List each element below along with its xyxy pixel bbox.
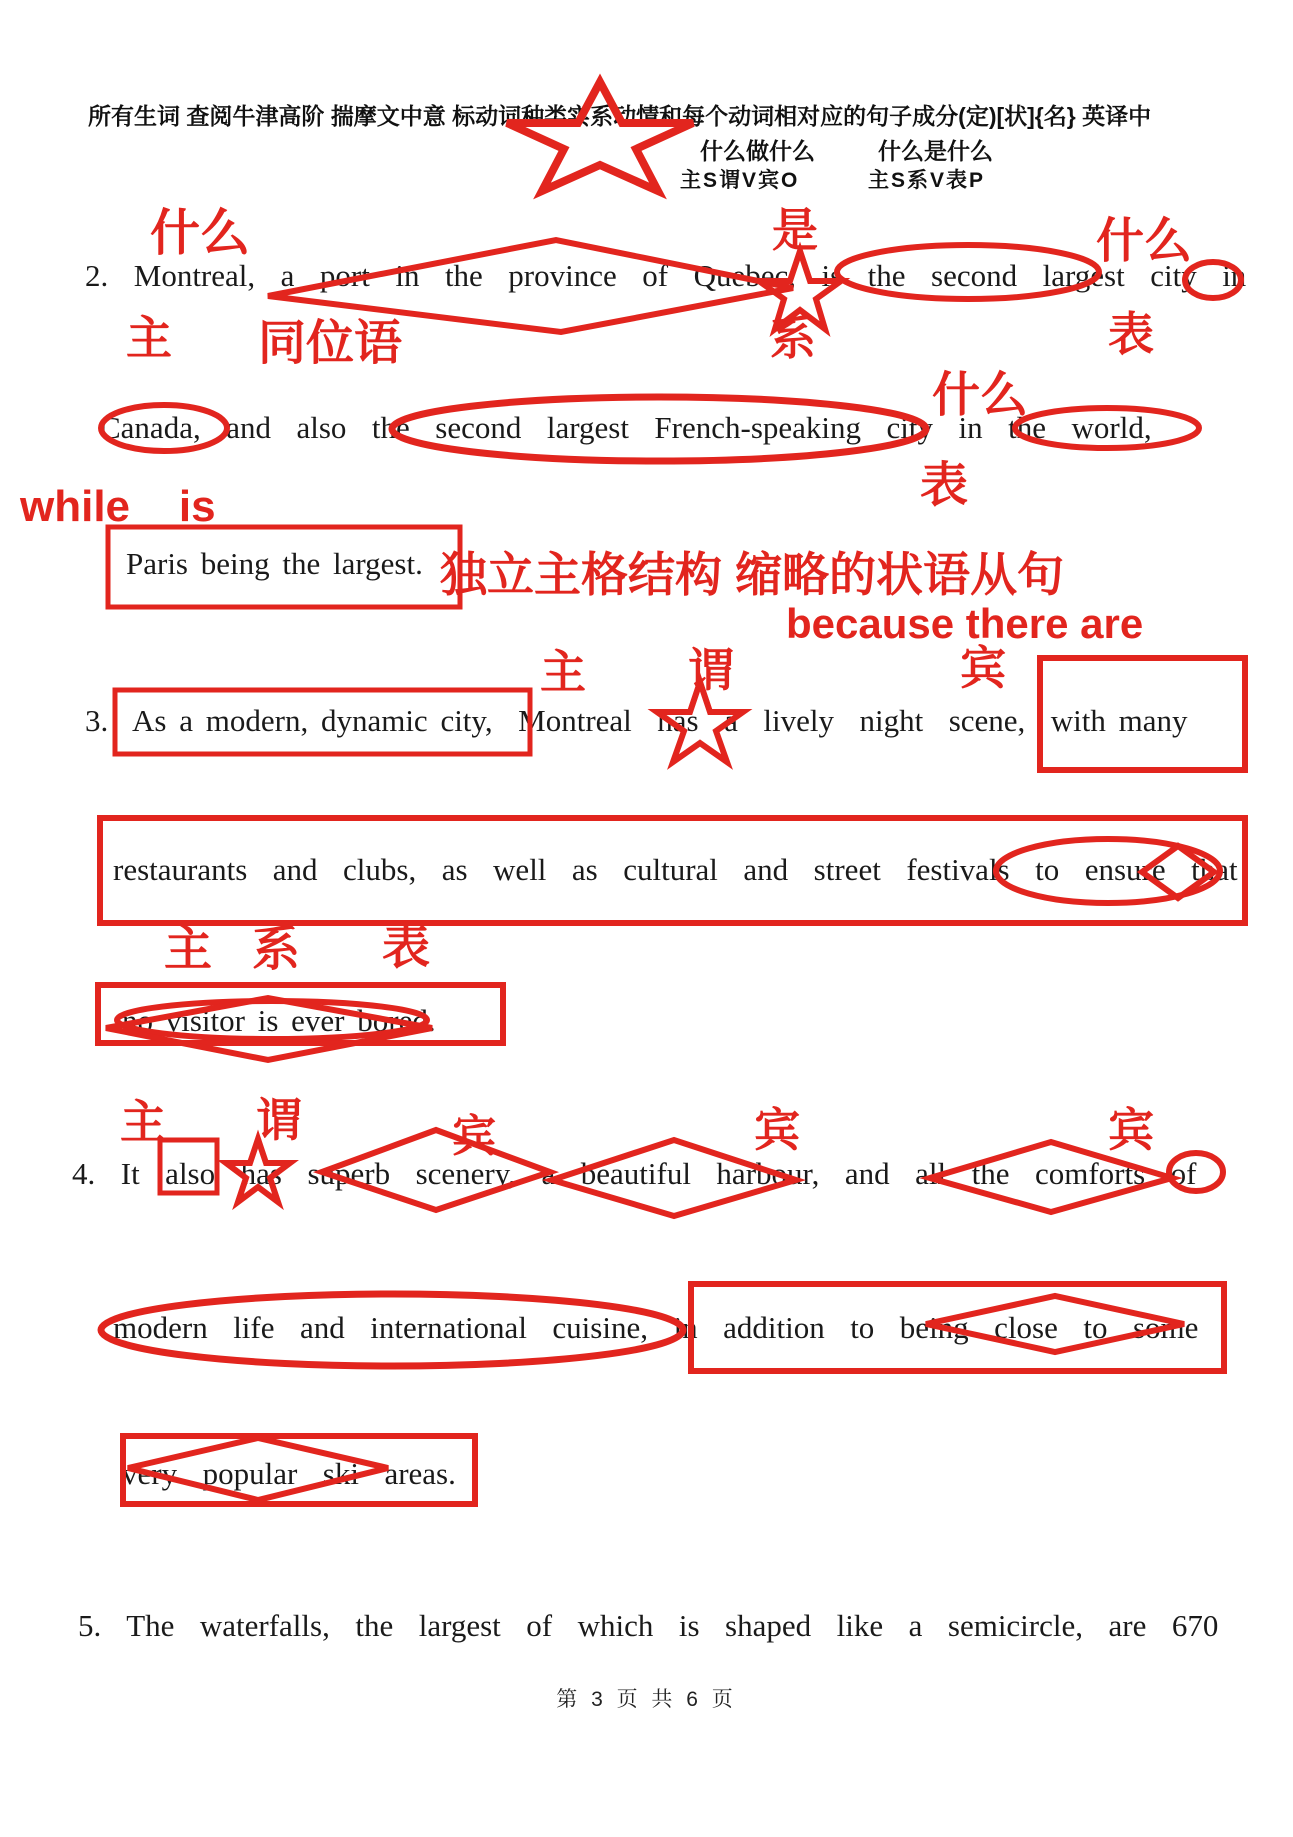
note-because-there-are: because there are	[786, 600, 1144, 647]
label-bin3-s4: 宾	[1108, 1104, 1154, 1156]
label-xi-s2: 系	[770, 312, 816, 364]
sentence-2-line-3: Paris being the largest.	[126, 546, 423, 581]
label-shenme-subject: 什么	[150, 205, 250, 261]
label-zhu-s3b: 主	[164, 923, 213, 976]
note-while-is: while is	[20, 482, 216, 531]
sentence-4-line-3: very popular ski areas.	[122, 1456, 456, 1491]
label-zhu-s4: 主	[120, 1096, 166, 1148]
label-biao-s2: 表	[1108, 308, 1154, 360]
sentence-3-line-3: no visitor is ever bored.	[122, 1003, 436, 1038]
label-bin1-s4: 宾	[452, 1112, 496, 1161]
sentence-3-line-2: restaurants and clubs, as well as cultural and street festivals to ensure that	[113, 852, 1238, 887]
sentence-4-line-1: 4. It also has superb scenery, a beautiful harbour, and all the comforts of	[72, 1156, 1197, 1191]
label-zhu-s2: 主	[126, 312, 172, 364]
label-shi: 是	[772, 204, 818, 256]
header-svp-formula: 主S系V表P	[868, 169, 986, 192]
star-icon-header	[507, 82, 693, 191]
label-bin2-s4: 宾	[754, 1104, 800, 1156]
header-svo-formula: 主S谓V宾O	[680, 169, 800, 192]
label-zhu-s3: 主	[540, 646, 586, 698]
sentence-5-line-1: 5. The waterfalls, the largest of which is shaped like a semicircle, are 670	[78, 1608, 1219, 1643]
header-instructions: 所有生词 查阅牛津高阶 揣摩文中意 标动词种类实系动情和每个动词相对应的句子成分(定)[状]{名} 英译中	[88, 103, 1152, 129]
label-wei-s3: 谓	[688, 644, 734, 696]
label-shenme-predicative: 什么	[1096, 215, 1193, 268]
label-shenme-world: 什么	[932, 369, 1029, 422]
sentence-4-line-2: modern life and international cuisine, in addition to being close to some	[113, 1310, 1199, 1345]
note-absolute-construction: 独立主格结构 缩略的状语从句	[440, 548, 1065, 601]
header-pattern-do: 什么做什么	[700, 138, 815, 164]
page-number: 第 3 页 共 6 页	[556, 1688, 737, 1711]
sentence-3-line-1: 3. As a modern, dynamic city, Montreal has a lively night scene, with many	[85, 703, 1188, 738]
label-biao-world: 表	[920, 459, 969, 512]
header-pattern-be: 什么是什么	[878, 138, 993, 164]
label-biao-s3: 表	[382, 921, 431, 974]
label-tongweiyu: 同位语	[258, 317, 403, 370]
label-bin-s3: 宾	[960, 642, 1006, 694]
sentence-2-line-2: Canada, and also the second largest French-speaking city in the world,	[100, 410, 1152, 445]
label-xi-s3: 系	[252, 923, 301, 976]
label-wei-s4: 谓	[256, 1094, 302, 1146]
sentence-2-line-1: 2. Montreal, a port in the province of Quebec, is the second largest city in	[85, 258, 1247, 293]
